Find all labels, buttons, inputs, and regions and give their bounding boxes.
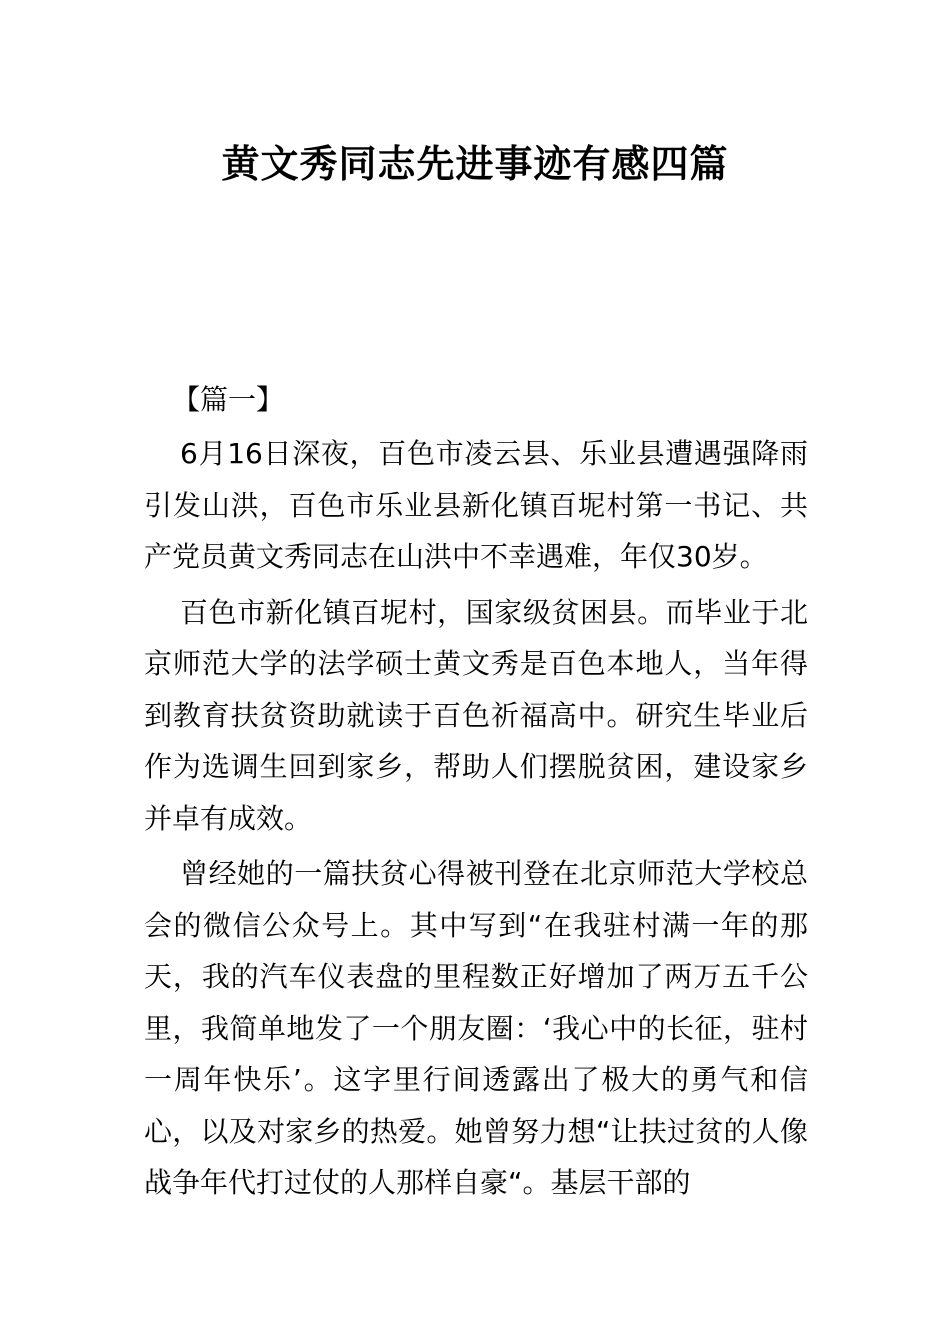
paragraph-2: 百色市新化镇百坭村，国家级贫困县。而毕业于北京师范大学的法学硕士黄文秀是百色本地人，当年得到教育扶贫资助就读于百色祈福高中。研究生毕业后作为选调生回到家乡，帮助人们摆脱贫困，建设家乡并卓有成效。 [144, 595, 808, 835]
document-body [144, 374, 808, 1213]
paragraph-3: 曾经她的一篇扶贫心得被刊登在北京师范大学校总会的微信公众号上。其中写到“在我驻村满一年的那天，我的汽车仪表盘的里程数正好增加了两万五千公里，我简单地发了一个朋友圈：‘我心中的长征，驻村一周年快乐’。这字里行间透露出了极大的勇气和信心，以及对家乡的热爱。她曾努力想“让扶过贫的人像战争年代打过仗的人那样自豪“。基层干部的 [144, 857, 808, 1199]
section-heading: 【篇一】 [172, 383, 285, 416]
paragraph-1: 6月16日深夜，百色市凌云县、乐业县遭遇强降雨引发山洪，百色市乐业县新化镇百坭村第一书记、共产党员黄文秀同志在山洪中不幸遇难，年仅30岁。 [144, 437, 808, 573]
document-title: 黄文秀同志先进事迹有感四篇 [221, 142, 729, 186]
